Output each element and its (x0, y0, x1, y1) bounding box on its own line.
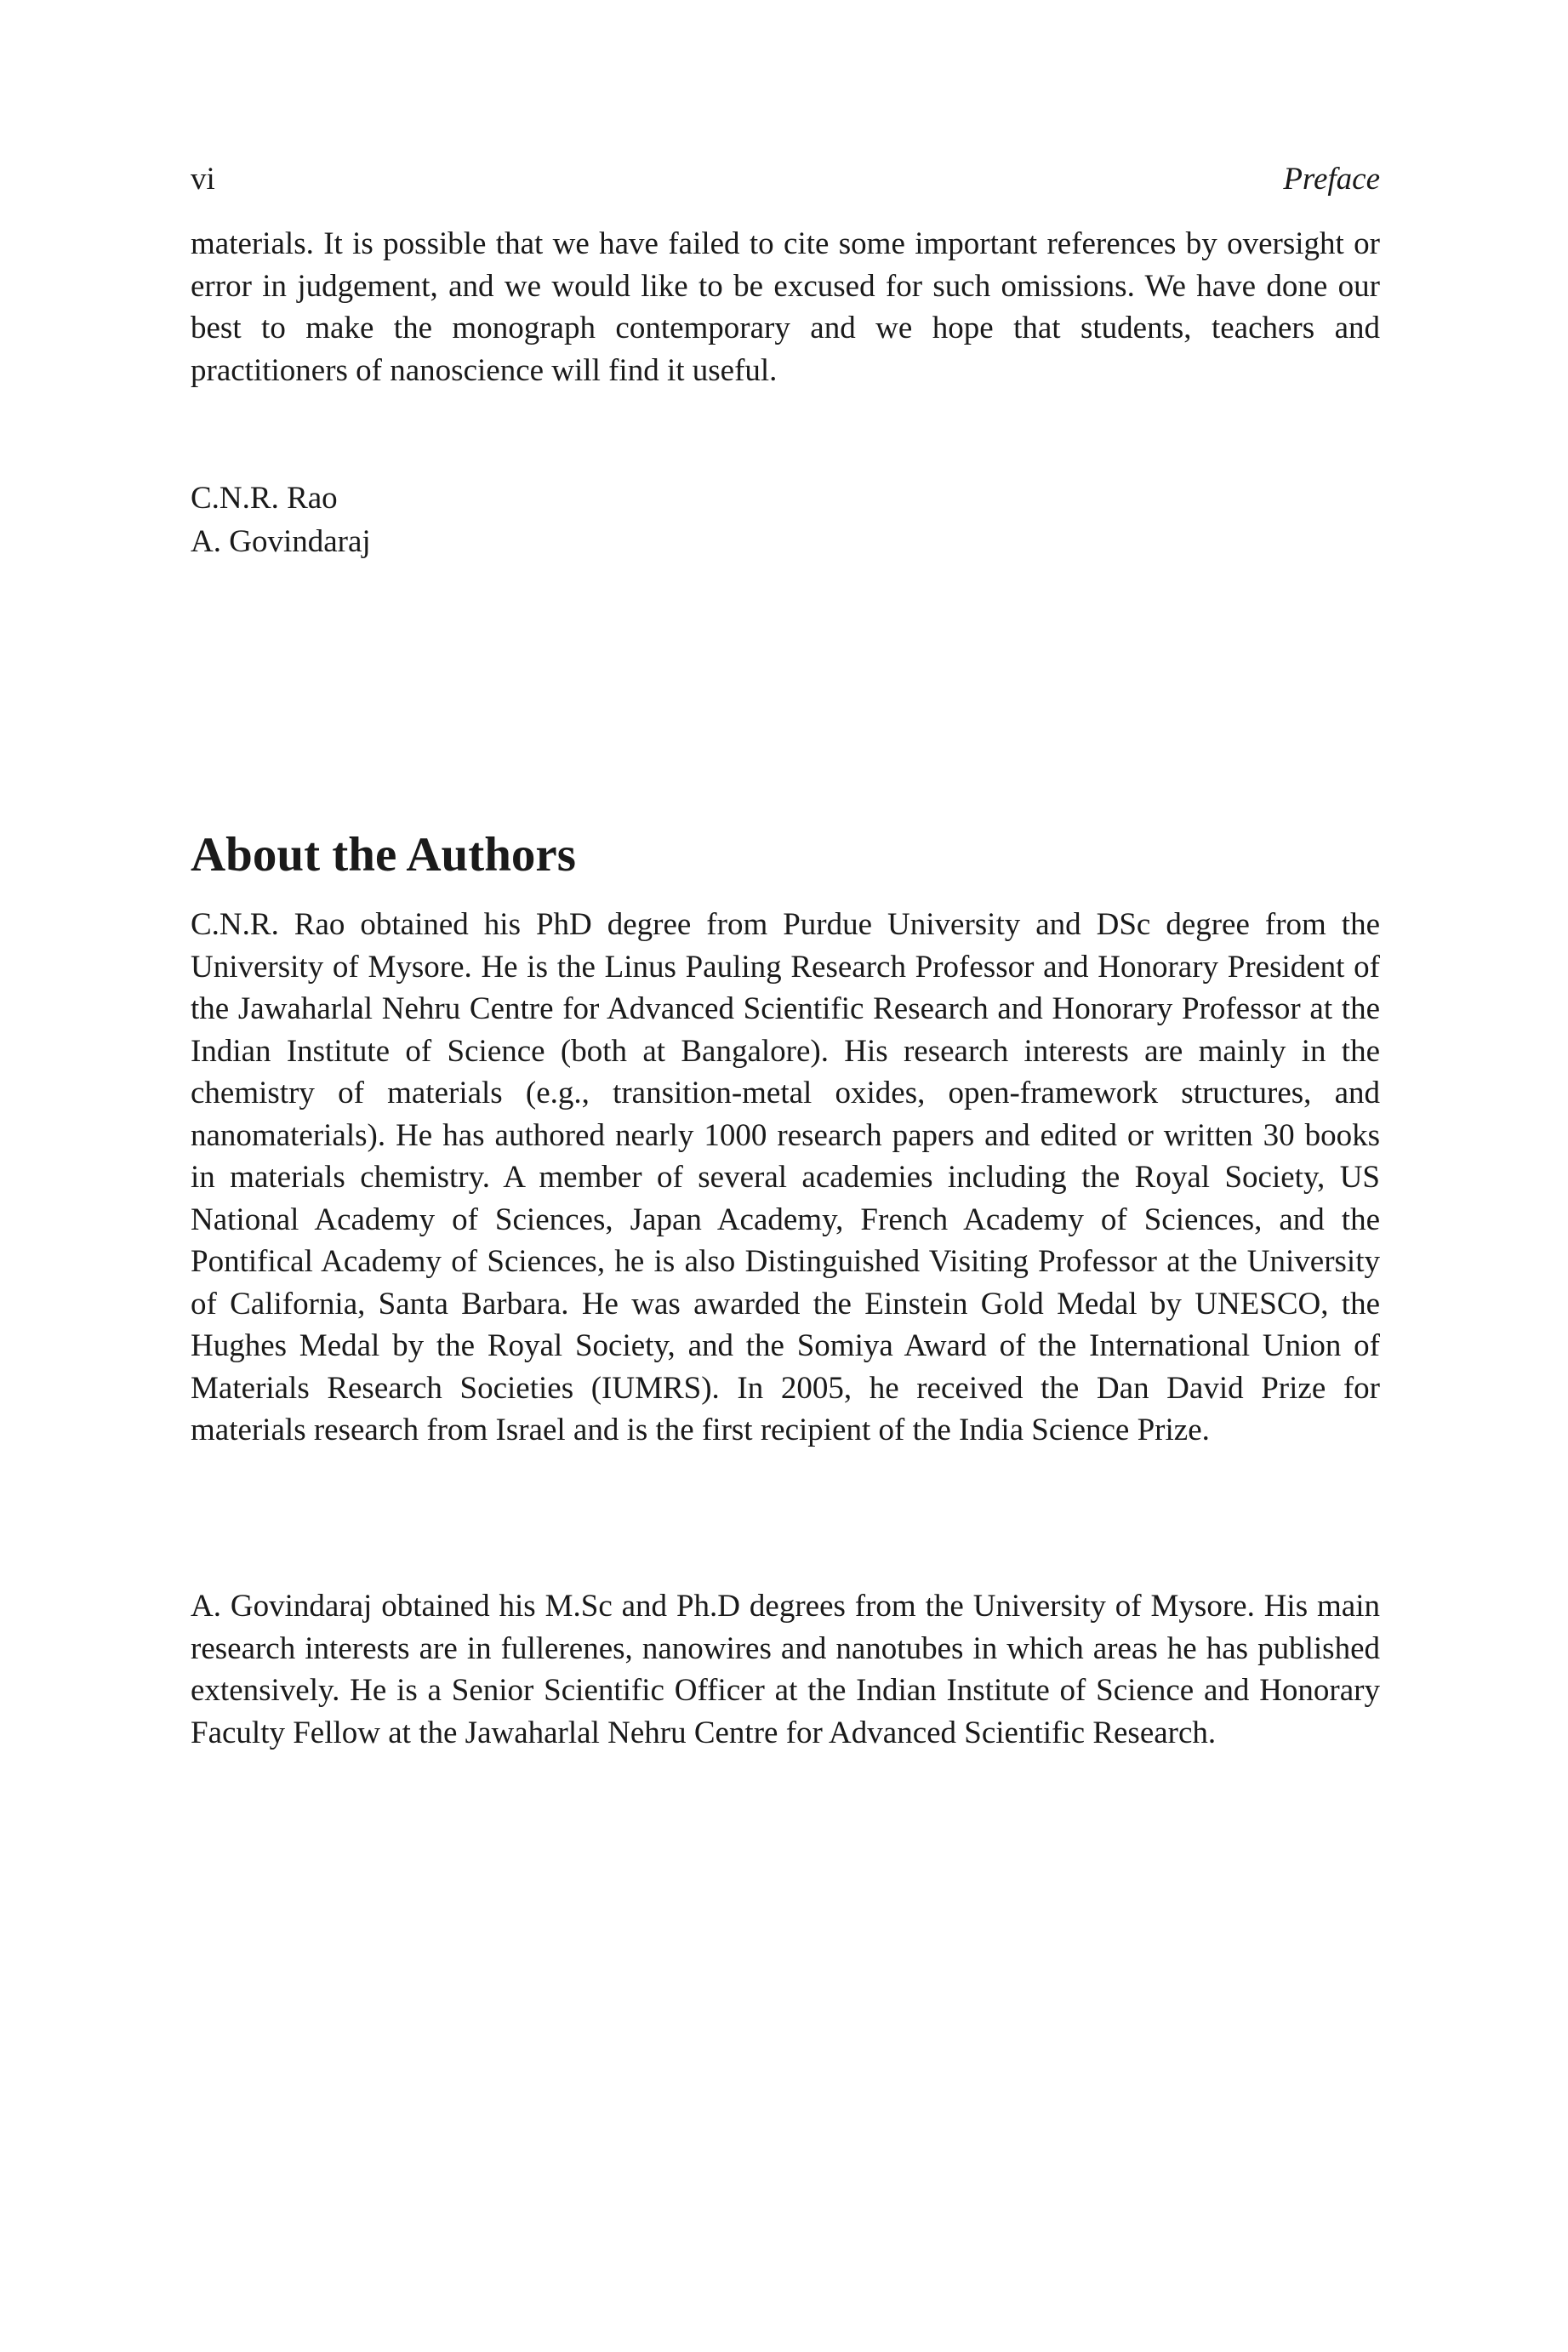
preface-closing-paragraph: materials. It is possible that we have failed to cite some important references by oversight or error in judgement, and we would like to be excused for such omissions. We have done our best to make the monograph contemporary and we hope that students, teachers and practitioners of nanoscience will find it useful. (191, 226, 1380, 388)
govindaraj-biography-paragraph: A. Govindaraj obtained his M.Sc and Ph.D degrees from the University of Mysore. His main research interests are in fullerenes, nanowires and nanotubes in which areas he has published extensively. He is a Senior Scientific Officer at the Indian Institute of Science and Honorary Faculty Fellow at the Jawaharlal Nehru Centre for Advanced Scientific Research. (191, 1589, 1380, 1750)
author-signatures (191, 477, 371, 563)
rao-biography-paragraph: C.N.R. Rao obtained his PhD degree from Purdue University and DSc degree from the University of Mysore. He is the Linus Pauling Research Professor and Honorary President of the Jawaharlal Nehru Centre for Advanced Scientific Research and Honorary Professor at the Indian Institute of Science (both at Bangalore). His research interests are mainly in the chemistry of materials (e.g., transition-metal oxides, open-framework structures, and nanomaterials). He has authored nearly 1000 research papers and edited or written 30 books in materials chemistry. A member of several academies including the Royal Society, US National Academy of Sciences, Japan Academy, French Academy of Sciences, and the Pontifical Academy of Sciences, he is also Distinguished Visiting Professor at the University of California, Santa Barbara. He was awarded the Einstein Gold Medal by UNESCO, the Hughes Medal by the Royal Society, and the Somiya Award of the International Union of Materials Research Societies (IUMRS). In 2005, he received the Dan David Prize for materials research from Israel and is the first recipient of the India Science Prize. (191, 907, 1380, 1447)
signature-rao: C.N.R. Rao (191, 481, 338, 516)
running-head-section: Preface (1283, 162, 1380, 197)
about-authors-heading: About the Authors (191, 828, 576, 882)
signature-govindaraj: A. Govindaraj (191, 524, 371, 559)
page-number: vi (191, 162, 215, 197)
running-head (191, 158, 1380, 201)
